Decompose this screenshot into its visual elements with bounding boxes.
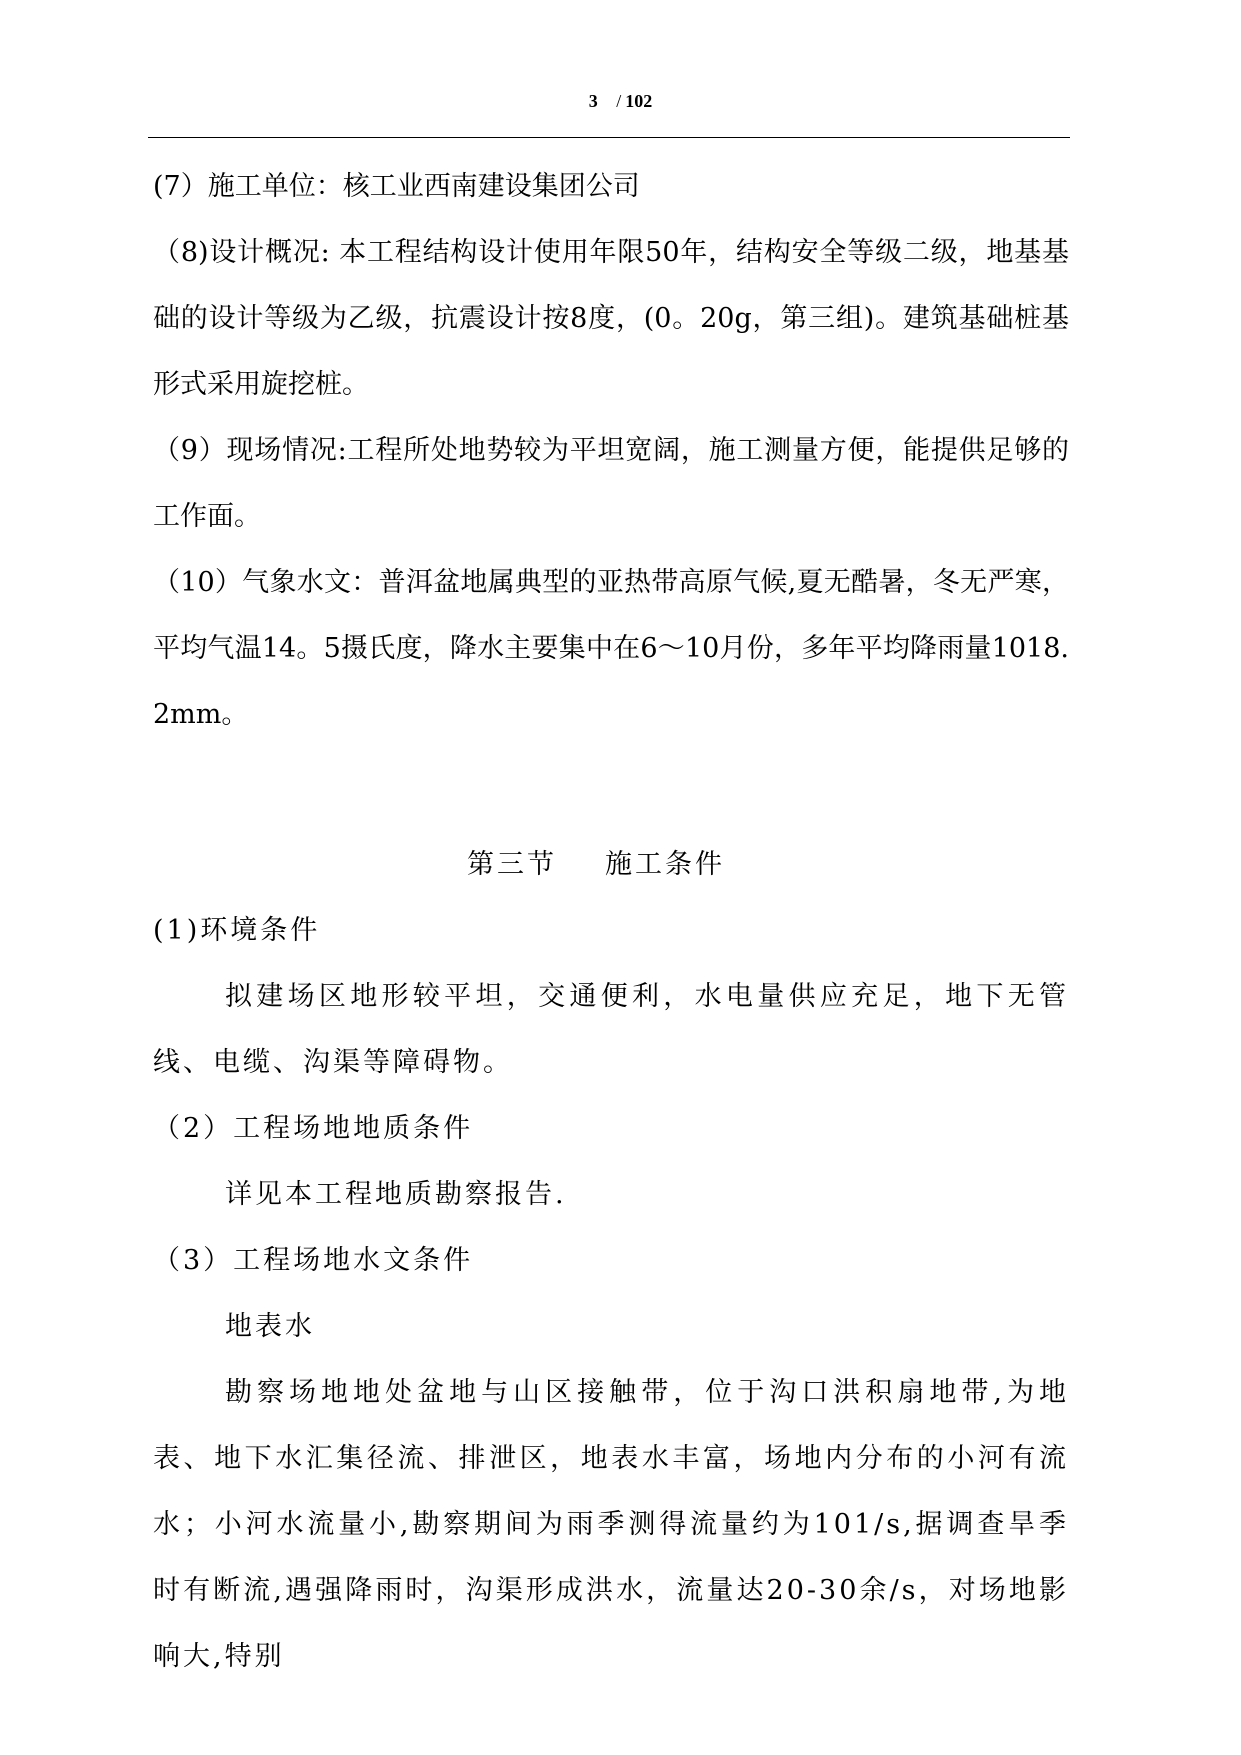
page-header: [0, 88, 1241, 114]
item-9-site-conditions: （9）现场情况:工程所处地势较为平坦宽阔，施工测量方便，能提供足够的工作面。: [153, 435, 1069, 532]
section-name: 施工条件: [605, 849, 725, 880]
page-separator: /: [616, 91, 622, 111]
item-8-design-overview: （8)设计概况: 本工程结构设计使用年限50年，结构安全等级二级，地基基础的设计等级为乙级，抗震设计按8度，(0。20g，第三组)。建筑基础桩基形式采用旋挖桩。: [153, 237, 1069, 400]
item-10-climate-hydrology: （10）气象水文：普洱盆地属典型的亚热带高原气候,夏无酷暑，冬无严寒，平均气温14。5摄氏度，降水主要集中在6～10月份，多年平均降雨量1018.2mm。: [153, 567, 1069, 730]
subsection-1-body: 拟建场区地形较平坦，交通便利，水电量供应充足，地下无管线、电缆、沟渠等障碍物。: [153, 981, 1069, 1078]
section-title: [153, 832, 1069, 898]
page-total: 102: [625, 91, 653, 111]
header-rule: [148, 137, 1070, 138]
section-number: 第三节: [467, 849, 557, 880]
document-body: [153, 154, 1069, 1690]
subsection-3-body: 勘察场地地处盆地与山区接触带，位于沟口洪积扇地带,为地表、地下水汇集径流、排泄区，地表水丰富，场地内分布的小河有流水；小河水流量小,勘察期间为雨季测得流量约为101/s,据调查旱季时有断流,遇强降雨时，沟渠形成洪水，流量达20-30余/s，对场地影响大,特别: [153, 1377, 1069, 1672]
page-number: 3: [588, 91, 598, 111]
subsection-3-subheading: 地表水: [225, 1311, 315, 1342]
item-7-construction-unit: (7）施工单位：核工业西南建设集团公司: [153, 171, 640, 202]
subsection-3-heading: （3）工程场地水文条件: [153, 1245, 474, 1276]
subsection-2-body: 详见本工程地质勘察报告.: [225, 1179, 567, 1210]
section-gap: [153, 748, 1069, 832]
subsection-2-heading: （2）工程场地地质条件: [153, 1113, 474, 1144]
subsection-1-heading: (1)环境条件: [153, 915, 321, 946]
